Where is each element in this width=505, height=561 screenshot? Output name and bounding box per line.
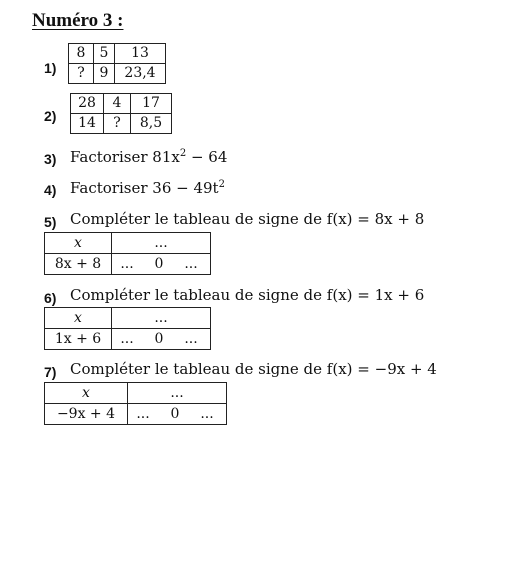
proportion-table-2 — [70, 93, 172, 134]
question-3-main: Factoriser 81x — [70, 148, 180, 166]
question-7-number: 7) — [44, 364, 57, 380]
sign-table-7 — [44, 382, 227, 425]
question-5-number: 5) — [44, 214, 57, 230]
function-label: −9x + 4 — [45, 404, 128, 425]
cell: 23,4 — [115, 64, 166, 84]
function-label: 8x + 8 — [45, 254, 112, 275]
sign-values — [112, 329, 211, 350]
question-4-exponent: 2 — [218, 179, 225, 190]
zero-value: 0 — [154, 256, 164, 272]
sign-table-6 — [44, 307, 211, 350]
sign-table-5 — [44, 232, 211, 275]
cell: ? — [69, 64, 94, 84]
cell: 14 — [71, 114, 104, 134]
zero-value: 0 — [154, 331, 164, 347]
sign-right: ... — [184, 256, 198, 272]
page-title: Numéro 3 : — [32, 10, 124, 31]
cell: 13 — [115, 44, 166, 64]
x-values: ... — [112, 233, 211, 254]
question-7-text: Compléter le tableau de signe de f(x) = −9x + 4 — [70, 360, 437, 378]
sign-left: ... — [120, 331, 134, 347]
question-4-main: Factoriser 36 − 49t — [70, 179, 219, 197]
cell: 17 — [131, 94, 172, 114]
cell: ? — [104, 114, 131, 134]
question-2-number: 2) — [44, 108, 57, 124]
function-label: 1x + 6 — [45, 329, 112, 350]
question-1-number: 1) — [44, 60, 57, 76]
sign-values — [128, 404, 227, 425]
x-label: x — [45, 383, 128, 404]
x-label: x — [45, 233, 112, 254]
zero-value: 0 — [170, 406, 180, 422]
question-6-number: 6) — [44, 290, 57, 306]
question-4-number: 4) — [44, 182, 57, 198]
question-5-text: Compléter le tableau de signe de f(x) = 8x + 8 — [70, 210, 425, 228]
question-3-text — [70, 148, 227, 166]
cell: 4 — [104, 94, 131, 114]
x-values: ... — [112, 308, 211, 329]
sign-left: ... — [136, 406, 150, 422]
sign-right: ... — [200, 406, 214, 422]
x-values: ... — [128, 383, 227, 404]
cell: 28 — [71, 94, 104, 114]
cell: 8 — [69, 44, 94, 64]
sign-right: ... — [184, 331, 198, 347]
question-3-exponent: 2 — [179, 148, 187, 159]
proportion-table-1 — [68, 43, 166, 84]
cell: 8,5 — [131, 114, 172, 134]
cell: 9 — [94, 64, 115, 84]
sign-left: ... — [120, 256, 134, 272]
question-6-text: Compléter le tableau de signe de f(x) = 1x + 6 — [70, 286, 425, 304]
question-3-number: 3) — [44, 151, 57, 167]
x-label: x — [45, 308, 112, 329]
question-4-text — [70, 179, 225, 197]
sign-values — [112, 254, 211, 275]
question-3-rest: − 64 — [186, 148, 228, 166]
cell: 5 — [94, 44, 115, 64]
